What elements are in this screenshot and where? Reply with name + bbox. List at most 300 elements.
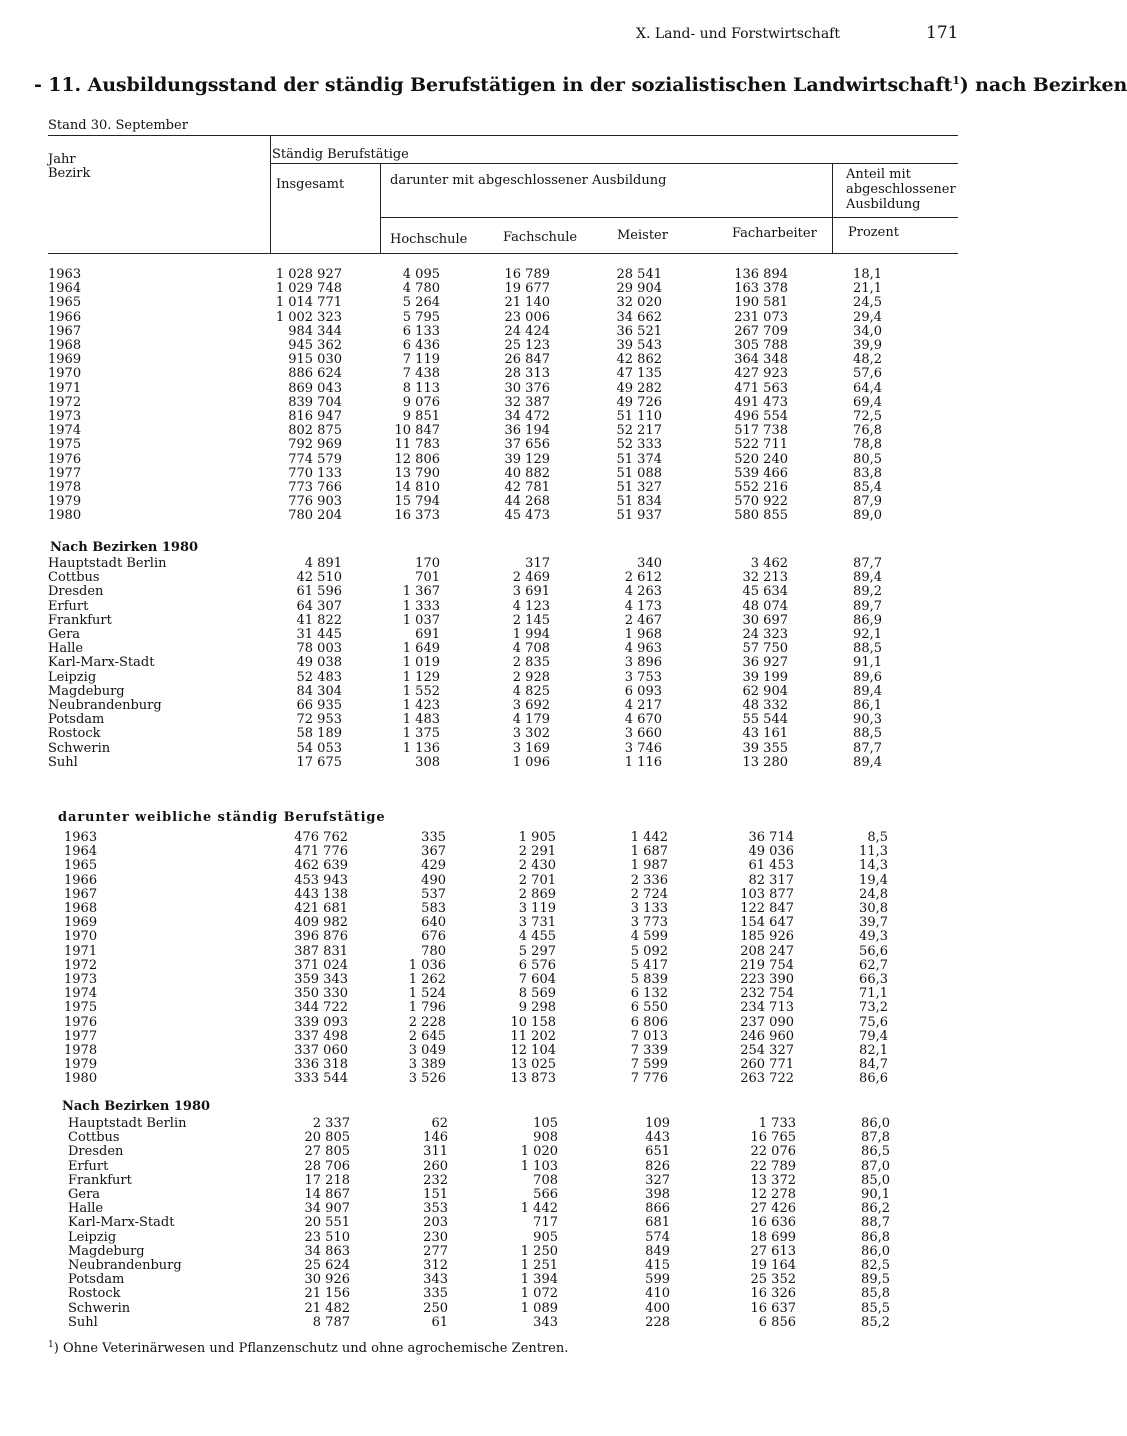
cell-facharbeiter: 27 426: [750, 1201, 796, 1217]
cell-fachschule: 1 994: [512, 627, 550, 642]
row-label: 1977: [48, 465, 82, 481]
table-row: [0, 571, 1024, 585]
cell-facharbeiter: 16 765: [750, 1130, 796, 1146]
cell-hochschule: 8 113: [402, 380, 440, 396]
cell-fachschule: 40 882: [504, 465, 550, 481]
cell-meister: 5 092: [630, 943, 668, 959]
cell-fachschule: 11 202: [510, 1028, 556, 1044]
row-label: 1979: [48, 494, 82, 510]
cell-facharbeiter: 517 738: [734, 423, 788, 439]
cell-hochschule: 250: [423, 1300, 448, 1316]
cell-prozent: 8,5: [867, 830, 888, 845]
cell-facharbeiter: 491 473: [734, 394, 788, 410]
cell-hochschule: 2 228: [408, 1014, 446, 1030]
cell-prozent: 86,8: [861, 1229, 890, 1245]
cell-prozent: 85,4: [853, 480, 882, 495]
cell-fachschule: 24 424: [504, 323, 550, 339]
cell-fachschule: 105: [533, 1116, 558, 1131]
cell-prozent: 85,5: [861, 1300, 890, 1316]
cell-facharbeiter: 154 647: [740, 915, 794, 931]
cell-hochschule: 3 049: [408, 1043, 446, 1058]
table-row: [0, 614, 1024, 628]
cell-insgesamt: 1 028 927: [275, 267, 342, 282]
table-row: [0, 642, 1024, 656]
cell-hochschule: 11 783: [394, 437, 440, 453]
cell-facharbeiter: 1 733: [758, 1116, 796, 1131]
cell-prozent: 18,1: [853, 267, 882, 282]
table-row: [0, 509, 1024, 523]
table-row: [0, 699, 1024, 713]
cell-hochschule: 676: [421, 929, 446, 945]
table-row: [6, 1058, 1030, 1072]
cell-facharbeiter: 254 327: [740, 1043, 794, 1058]
cell-hochschule: 7 438: [402, 366, 440, 382]
cell-facharbeiter: 232 754: [740, 986, 794, 1002]
cell-meister: 7 599: [630, 1057, 668, 1073]
cell-facharbeiter: 39 199: [742, 669, 788, 685]
cell-facharbeiter: 48 332: [742, 698, 788, 713]
cell-fachschule: 1 394: [520, 1272, 558, 1288]
cell-fachschule: 10 158: [510, 1014, 556, 1030]
cell-insgesamt: 31 445: [296, 627, 342, 642]
cell-facharbeiter: 55 544: [742, 712, 788, 728]
cell-insgesamt: 42 510: [296, 570, 342, 586]
table-row: [0, 339, 1024, 353]
cell-facharbeiter: 61 453: [748, 858, 794, 874]
cell-prozent: 48,2: [853, 352, 882, 368]
cell-insgesamt: 816 947: [288, 409, 342, 424]
row-label: 1978: [64, 1043, 98, 1058]
cell-meister: 51 374: [616, 451, 662, 467]
cell-facharbeiter: 208 247: [740, 943, 794, 959]
cell-insgesamt: 21 482: [304, 1300, 350, 1316]
cell-fachschule: 1 905: [518, 830, 556, 845]
table-row: [0, 756, 1024, 770]
cell-meister: 1 116: [624, 754, 662, 770]
header-rule-4: [832, 217, 958, 218]
row-label: 1975: [64, 1000, 98, 1016]
cell-meister: 228: [645, 1314, 670, 1330]
cell-meister: 4 173: [624, 598, 662, 614]
cell-hochschule: 1 129: [402, 669, 440, 685]
cell-fachschule: 39 129: [504, 451, 550, 467]
cell-meister: 398: [645, 1187, 670, 1202]
cell-hochschule: 1 423: [402, 698, 440, 713]
row-label: Dresden: [48, 584, 104, 600]
cell-meister: 3 133: [630, 901, 668, 916]
cell-insgesamt: 453 943: [294, 872, 348, 888]
cell-prozent: 87,0: [861, 1158, 890, 1174]
header-bezirk: Bezirk: [48, 166, 91, 181]
cell-facharbeiter: 24 323: [742, 627, 788, 642]
cell-fachschule: 2 291: [518, 844, 556, 860]
cell-hochschule: 15 794: [394, 494, 440, 510]
cell-insgesamt: 802 875: [288, 423, 342, 439]
table-row: [6, 1016, 1030, 1030]
cell-facharbeiter: 237 090: [740, 1014, 794, 1030]
cell-prozent: 21,1: [853, 281, 882, 297]
cell-meister: 340: [637, 556, 662, 571]
cell-prozent: 24,5: [853, 295, 882, 311]
cell-prozent: 89,5: [861, 1272, 890, 1288]
row-label: Halle: [68, 1201, 104, 1217]
cell-meister: 3 896: [624, 655, 662, 671]
cell-facharbeiter: 520 240: [734, 451, 788, 467]
row-label: Gera: [48, 627, 81, 642]
cell-insgesamt: 30 926: [304, 1272, 350, 1288]
cell-prozent: 88,5: [853, 641, 882, 657]
cell-fachschule: 12 104: [510, 1043, 556, 1058]
table-row: [8, 1188, 1032, 1202]
cell-prozent: 89,2: [853, 584, 882, 600]
cell-insgesamt: 72 953: [296, 712, 342, 728]
title-footnote-mark: 1: [952, 74, 960, 87]
cell-prozent: 73,2: [859, 1000, 888, 1016]
cell-hochschule: 1 136: [402, 740, 440, 756]
cell-prozent: 19,4: [859, 872, 888, 888]
cell-hochschule: 5 795: [402, 309, 440, 325]
cell-insgesamt: 20 805: [304, 1130, 350, 1146]
cell-meister: 4 217: [624, 698, 662, 713]
cell-meister: 1 968: [624, 627, 662, 642]
header-bottom-rule: [48, 253, 958, 254]
cell-insgesamt: 2 337: [312, 1116, 350, 1131]
cell-meister: 7 339: [630, 1043, 668, 1058]
cell-meister: 51 834: [616, 494, 662, 510]
cell-meister: 443: [645, 1130, 670, 1146]
cell-fachschule: 3 731: [518, 915, 556, 931]
row-label: Cottbus: [48, 570, 100, 586]
cell-facharbeiter: 234 713: [740, 1000, 794, 1016]
cell-fachschule: 28 313: [504, 366, 550, 382]
cell-prozent: 62,7: [859, 957, 888, 973]
table-row: [6, 1072, 1030, 1086]
cell-meister: 5 839: [630, 972, 668, 987]
cell-prozent: 72,5: [853, 409, 882, 424]
cell-meister: 32 020: [616, 295, 662, 311]
cell-facharbeiter: 539 466: [734, 465, 788, 481]
row-label: Neubrandenburg: [68, 1258, 182, 1273]
row-label: 1977: [64, 1028, 98, 1044]
cell-facharbeiter: 18 699: [750, 1229, 796, 1245]
row-label: 1967: [64, 886, 98, 902]
cell-hochschule: 537: [421, 886, 446, 902]
cell-fachschule: 26 847: [504, 352, 550, 368]
header-anteil-1: Anteil mit: [846, 167, 911, 182]
table-row: [0, 495, 1024, 509]
cell-prozent: 82,1: [859, 1043, 888, 1058]
cell-insgesamt: 52 483: [296, 669, 342, 685]
cell-meister: 51 088: [616, 465, 662, 481]
cell-hochschule: 1 649: [402, 641, 440, 657]
table-row: [0, 367, 1024, 381]
cell-hochschule: 146: [423, 1130, 448, 1146]
cell-hochschule: 335: [421, 830, 446, 845]
cell-prozent: 14,3: [859, 858, 888, 874]
cell-insgesamt: 21 156: [304, 1286, 350, 1302]
cell-hochschule: 151: [423, 1187, 448, 1202]
table-row: [0, 296, 1024, 310]
row-label: Rostock: [48, 726, 101, 742]
row-label: Potsdam: [68, 1272, 125, 1288]
cell-fachschule: 905: [533, 1229, 558, 1245]
cell-facharbeiter: 260 771: [740, 1057, 794, 1073]
row-label: 1964: [64, 844, 98, 860]
cell-insgesamt: 387 831: [294, 943, 348, 959]
cell-insgesamt: 66 935: [296, 698, 342, 713]
cell-meister: 1 987: [630, 858, 668, 874]
cell-prozent: 90,3: [853, 712, 882, 728]
cell-insgesamt: 339 093: [294, 1014, 348, 1030]
row-label: 1974: [64, 986, 98, 1002]
header-rule-2: [270, 163, 958, 164]
cell-meister: 7 776: [630, 1071, 668, 1087]
cell-insgesamt: 371 024: [294, 957, 348, 973]
cell-facharbeiter: 22 789: [750, 1158, 796, 1174]
section-heading-bezirke-1: Nach Bezirken 1980: [50, 540, 199, 555]
cell-meister: 7 013: [630, 1028, 668, 1044]
cell-facharbeiter: 364 348: [734, 352, 788, 368]
row-label: Halle: [48, 641, 84, 657]
cell-insgesamt: 41 822: [296, 612, 342, 628]
row-label: Rostock: [68, 1286, 121, 1302]
table-row: [0, 382, 1024, 396]
cell-meister: 47 135: [616, 366, 662, 382]
cell-meister: 1 687: [630, 844, 668, 860]
cell-insgesamt: 25 624: [304, 1258, 350, 1273]
cell-meister: 4 670: [624, 712, 662, 728]
table-title: [34, 74, 1127, 96]
cell-insgesamt: 1 029 748: [275, 281, 342, 297]
cell-facharbeiter: 43 161: [742, 726, 788, 742]
cell-prozent: 71,1: [859, 986, 888, 1002]
header-anteil-2: abgeschlossener: [846, 182, 956, 197]
cell-prozent: 89,4: [853, 683, 882, 699]
cell-insgesamt: 462 639: [294, 858, 348, 874]
cell-insgesamt: 792 969: [288, 437, 342, 453]
cell-insgesamt: 773 766: [288, 480, 342, 495]
cell-prozent: 78,8: [853, 437, 882, 453]
cell-hochschule: 312: [423, 1258, 448, 1273]
cell-insgesamt: 61 596: [296, 584, 342, 600]
row-label: 1978: [48, 480, 82, 495]
cell-hochschule: 583: [421, 901, 446, 916]
row-label: Erfurt: [68, 1158, 109, 1174]
cell-facharbeiter: 16 637: [750, 1300, 796, 1316]
cell-fachschule: 44 268: [504, 494, 550, 510]
header-top-rule: [48, 135, 958, 136]
cell-hochschule: 1 483: [402, 712, 440, 728]
row-label: 1970: [64, 929, 98, 945]
cell-insgesamt: 14 867: [304, 1187, 350, 1202]
cell-fachschule: 2 701: [518, 872, 556, 888]
cell-hochschule: 3 389: [408, 1057, 446, 1073]
table-row: [0, 467, 1024, 481]
cell-fachschule: 317: [525, 556, 550, 571]
cell-fachschule: 1 442: [520, 1201, 558, 1217]
cell-insgesamt: 359 343: [294, 972, 348, 987]
cell-insgesamt: 8 787: [312, 1314, 350, 1330]
cell-fachschule: 1 089: [520, 1300, 558, 1316]
cell-facharbeiter: 427 923: [734, 366, 788, 382]
cell-insgesamt: 770 133: [288, 465, 342, 481]
cell-insgesamt: 886 624: [288, 366, 342, 382]
cell-fachschule: 23 006: [504, 309, 550, 325]
cell-facharbeiter: 185 926: [740, 929, 794, 945]
cell-insgesamt: 421 681: [294, 901, 348, 916]
cell-fachschule: 2 469: [512, 570, 550, 586]
cell-prozent: 84,7: [859, 1057, 888, 1073]
row-label: Leipzig: [48, 669, 97, 685]
cell-fachschule: 37 656: [504, 437, 550, 453]
cell-facharbeiter: 267 709: [734, 323, 788, 339]
cell-insgesamt: 333 544: [294, 1071, 348, 1087]
cell-insgesamt: 1 002 323: [275, 309, 342, 325]
cell-hochschule: 311: [423, 1144, 448, 1160]
footnote: [48, 1340, 568, 1356]
cell-prozent: 24,8: [859, 886, 888, 902]
cell-insgesamt: 34 863: [304, 1243, 350, 1259]
cell-hochschule: 170: [415, 556, 440, 571]
header-rule-3: [380, 217, 832, 218]
row-label: Frankfurt: [68, 1172, 132, 1188]
cell-prozent: 88,5: [853, 726, 882, 742]
cell-meister: 2 336: [630, 872, 668, 888]
cell-insgesamt: 396 876: [294, 929, 348, 945]
cell-meister: 6 806: [630, 1014, 668, 1030]
cell-fachschule: 1 251: [520, 1258, 558, 1273]
cell-fachschule: 6 576: [518, 957, 556, 973]
cell-insgesamt: 20 551: [304, 1215, 350, 1231]
cell-fachschule: 708: [533, 1172, 558, 1188]
cell-fachschule: 13 873: [510, 1071, 556, 1087]
cell-facharbeiter: 13 372: [750, 1172, 796, 1188]
table-row: [8, 1216, 1032, 1230]
section-heading-bezirke-2: Nach Bezirken 1980: [62, 1099, 211, 1114]
cell-hochschule: 14 810: [394, 480, 440, 495]
cell-insgesamt: 23 510: [304, 1229, 350, 1245]
cell-prozent: 64,4: [853, 380, 882, 396]
cell-facharbeiter: 163 378: [734, 281, 788, 297]
cell-prozent: 86,6: [859, 1071, 888, 1087]
row-label: 1980: [64, 1071, 98, 1087]
header-meister: Meister: [617, 228, 668, 243]
row-label: 1975: [48, 437, 82, 453]
row-label: Hauptstadt Berlin: [48, 556, 167, 571]
header-prozent: Prozent: [848, 225, 899, 240]
table-subtitle: Stand 30. September: [48, 118, 188, 133]
cell-meister: 826: [645, 1158, 670, 1174]
cell-facharbeiter: 190 581: [734, 295, 788, 311]
row-label: Magdeburg: [68, 1243, 145, 1259]
row-label: Frankfurt: [48, 612, 112, 628]
cell-insgesamt: 58 189: [296, 726, 342, 742]
header-divider-3: [832, 163, 833, 253]
table-row: [0, 656, 1024, 670]
cell-facharbeiter: 246 960: [740, 1028, 794, 1044]
cell-hochschule: 7 119: [402, 352, 440, 368]
cell-facharbeiter: 580 855: [734, 508, 788, 524]
cell-insgesamt: 915 030: [288, 352, 342, 368]
cell-meister: 574: [645, 1229, 670, 1245]
table-row: [8, 1117, 1032, 1131]
cell-insgesamt: 476 762: [294, 830, 348, 845]
cell-prozent: 39,7: [859, 915, 888, 931]
table-row: [6, 1030, 1030, 1044]
table-row: [6, 930, 1030, 944]
table-row: [6, 1044, 1030, 1058]
table-row: [6, 916, 1030, 930]
cell-meister: 52 217: [616, 423, 662, 439]
cell-meister: 681: [645, 1215, 670, 1231]
cell-hochschule: 367: [421, 844, 446, 860]
cell-fachschule: 1 096: [512, 754, 550, 770]
cell-prozent: 86,5: [861, 1144, 890, 1160]
cell-meister: 327: [645, 1172, 670, 1188]
cell-meister: 2 724: [630, 886, 668, 902]
table-row: [8, 1287, 1032, 1301]
cell-prozent: 89,6: [853, 669, 882, 685]
cell-insgesamt: 1 014 771: [275, 295, 342, 311]
cell-prozent: 76,8: [853, 423, 882, 439]
cell-meister: 34 662: [616, 309, 662, 325]
cell-facharbeiter: 25 352: [750, 1272, 796, 1288]
cell-hochschule: 335: [423, 1286, 448, 1302]
table-row: [6, 945, 1030, 959]
cell-fachschule: 16 789: [504, 267, 550, 282]
cell-insgesamt: 64 307: [296, 598, 342, 614]
cell-facharbeiter: 39 355: [742, 740, 788, 756]
cell-meister: 400: [645, 1300, 670, 1316]
cell-prozent: 86,1: [853, 698, 882, 713]
section-heading-weiblich: darunter weibliche ständig Berufstätige: [58, 810, 386, 825]
header-hochschule: Hochschule: [390, 232, 468, 247]
table-row: [0, 353, 1024, 367]
cell-prozent: 86,9: [853, 612, 882, 628]
table-row: [6, 1001, 1030, 1015]
cell-insgesamt: 869 043: [288, 380, 342, 396]
row-label: Schwerin: [68, 1300, 131, 1316]
cell-fachschule: 30 376: [504, 380, 550, 396]
cell-hochschule: 277: [423, 1243, 448, 1259]
cell-hochschule: 1 333: [402, 598, 440, 614]
row-label: 1969: [48, 352, 82, 368]
table-row: [0, 396, 1024, 410]
table-row: [0, 713, 1024, 727]
row-label: 1971: [64, 943, 98, 959]
cell-meister: 2 467: [624, 612, 662, 628]
cell-prozent: 90,1: [861, 1187, 890, 1202]
cell-prozent: 85,2: [861, 1314, 890, 1330]
cell-facharbeiter: 27 613: [750, 1243, 796, 1259]
cell-insgesamt: 34 907: [304, 1201, 350, 1217]
row-label: Erfurt: [48, 598, 89, 614]
cell-hochschule: 2 645: [408, 1028, 446, 1044]
cell-facharbeiter: 57 750: [742, 641, 788, 657]
cell-hochschule: 13 790: [394, 465, 440, 481]
cell-fachschule: 4 708: [512, 641, 550, 657]
cell-prozent: 85,8: [861, 1286, 890, 1302]
cell-insgesamt: 337 498: [294, 1028, 348, 1044]
table-row: [0, 727, 1024, 741]
cell-fachschule: 3 119: [518, 901, 556, 916]
cell-insgesamt: 27 805: [304, 1144, 350, 1160]
cell-insgesamt: 49 038: [296, 655, 342, 671]
header-insgesamt: Insgesamt: [276, 177, 345, 192]
cell-facharbeiter: 36 927: [742, 655, 788, 671]
cell-fachschule: 45 473: [504, 508, 550, 524]
cell-hochschule: 1 524: [408, 986, 446, 1002]
